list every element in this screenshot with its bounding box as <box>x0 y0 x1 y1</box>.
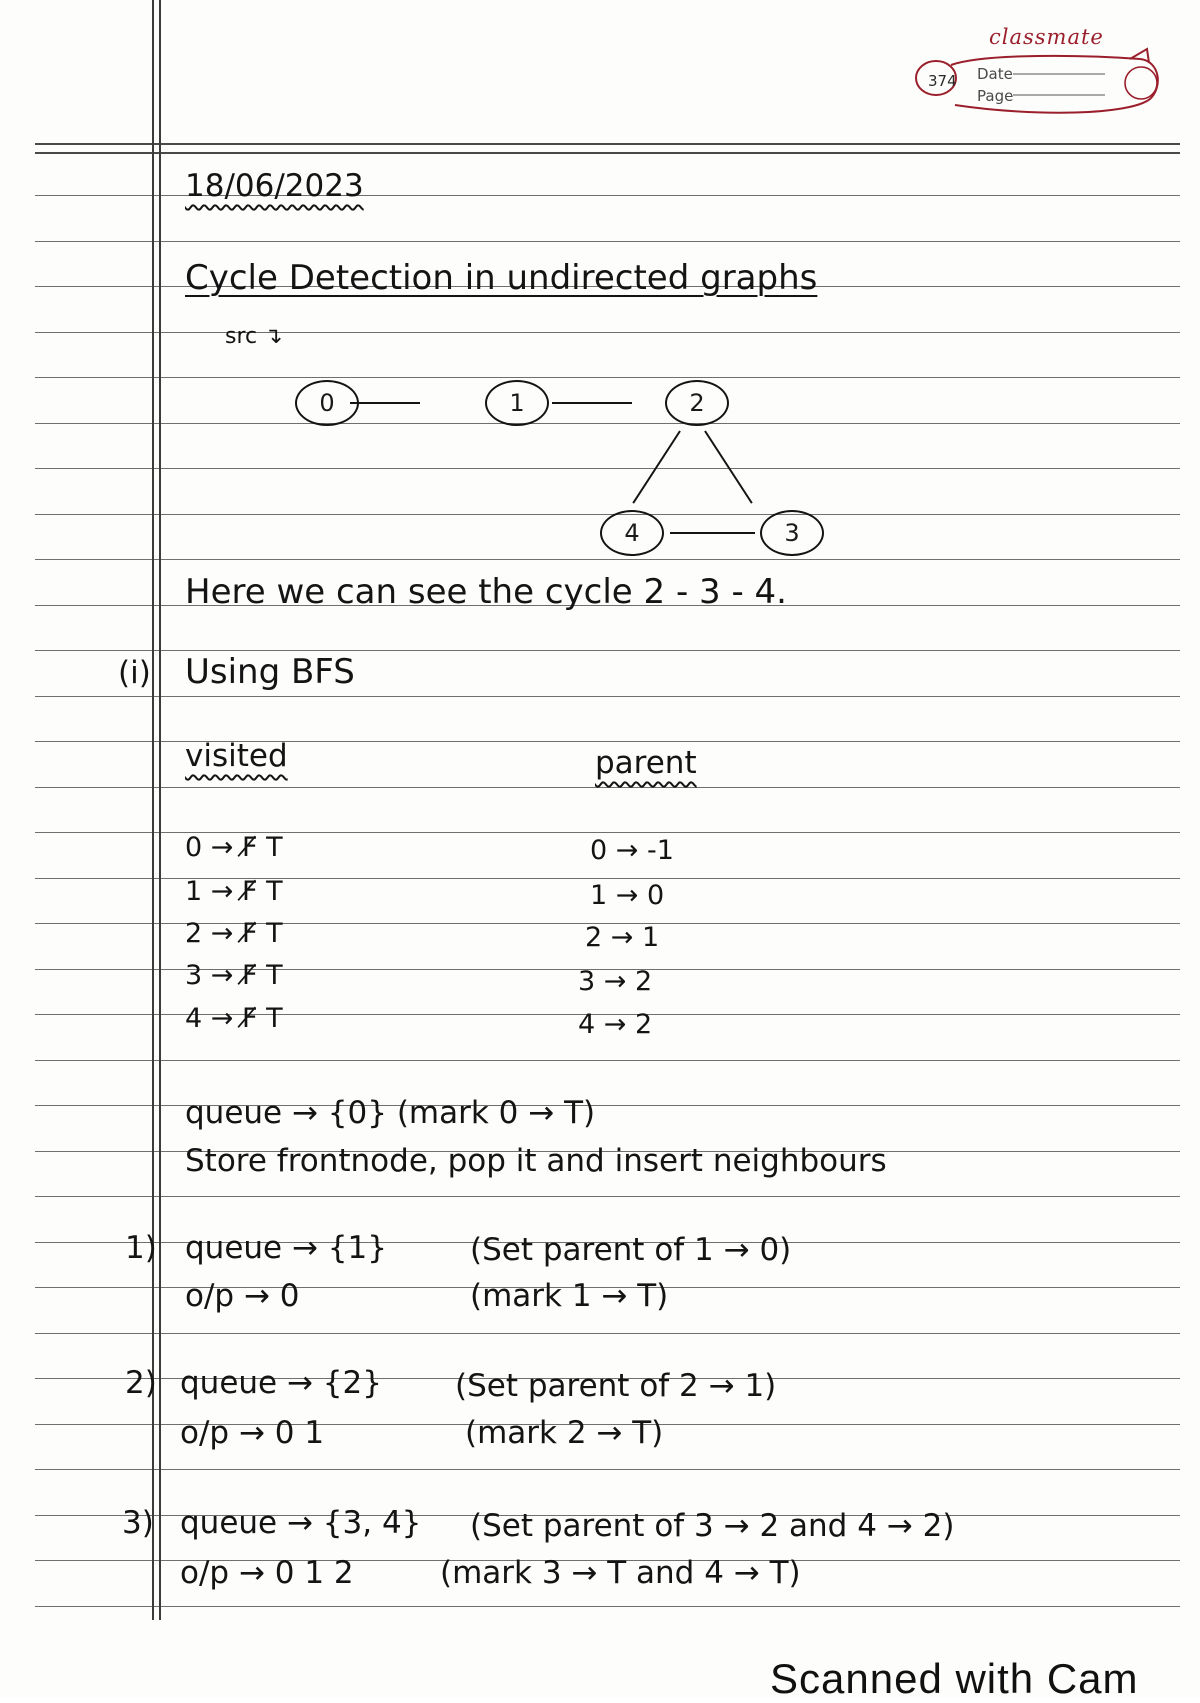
notebook-brand-stamp <box>915 25 1165 125</box>
brand-name: classmate <box>989 25 1104 49</box>
graph-node: 1 <box>485 380 549 426</box>
graph-node: 4 <box>600 510 664 556</box>
visited-row: 1 → F̸ T <box>185 876 283 907</box>
parent-row: 1 → 0 <box>590 880 665 911</box>
ruled-line <box>35 787 1180 788</box>
step-output-note: (mark 1 → T) <box>470 1278 669 1314</box>
visited-row: 0 → F̸ T <box>185 832 283 863</box>
graph-node: 2 <box>665 380 729 426</box>
step-queue: queue → {3, 4} <box>180 1505 422 1541</box>
ruled-line <box>35 152 1180 154</box>
cycle-note: Here we can see the cycle 2 - 3 - 4. <box>185 572 787 612</box>
margin-line <box>159 0 161 1620</box>
step-queue-note: (Set parent of 3 → 2 and 4 → 2) <box>470 1508 955 1544</box>
queue-init: queue → {0} (mark 0 → T) <box>185 1095 596 1131</box>
edge-2-4 <box>632 430 681 503</box>
source-label: src ↴ <box>225 324 283 349</box>
graph-node: 3 <box>760 510 824 556</box>
edge-2-3 <box>704 430 753 503</box>
parent-row: 4 → 2 <box>578 1009 653 1040</box>
step-number: 2) <box>125 1365 157 1401</box>
ruled-line <box>35 143 1180 145</box>
ruled-line <box>35 650 1180 651</box>
ruled-line <box>35 241 1180 242</box>
edge-0-1 <box>350 402 420 404</box>
page-number: 374 <box>928 72 957 90</box>
parent-row: 0 → -1 <box>590 835 674 866</box>
step-output: o/p → 0 1 2 <box>180 1555 354 1591</box>
scanner-watermark: Scanned with Cam <box>770 1655 1139 1702</box>
visited-row: 2 → F̸ T <box>185 918 283 949</box>
ruled-line <box>35 1196 1180 1197</box>
step-queue-note: (Set parent of 1 → 0) <box>470 1232 792 1268</box>
step-output-note: (mark 2 → T) <box>465 1415 664 1451</box>
visited-heading: visited <box>185 738 288 774</box>
parent-row: 3 → 2 <box>578 966 653 997</box>
method-marker: (i) <box>118 655 151 691</box>
graph-node: 0 <box>295 380 359 426</box>
ruled-line <box>35 696 1180 697</box>
step-queue-note: (Set parent of 2 → 1) <box>455 1368 777 1404</box>
date-label: Date <box>977 65 1013 83</box>
visited-row: 4 → F̸ T <box>185 1003 283 1034</box>
step-output: o/p → 0 <box>185 1278 300 1314</box>
step-output: o/p → 0 1 <box>180 1415 325 1451</box>
parent-heading: parent <box>595 745 697 781</box>
page-label: Page <box>977 87 1014 105</box>
step-output-note: (mark 3 → T and 4 → T) <box>440 1555 801 1591</box>
parent-row: 2 → 1 <box>585 922 660 953</box>
ruled-line <box>35 1333 1180 1334</box>
step-number: 3) <box>122 1505 154 1541</box>
step-number: 1) <box>125 1230 157 1266</box>
entry-date: 18/06/2023 <box>185 168 364 204</box>
page-title: Cycle Detection in undirected graphs <box>185 258 818 298</box>
ruled-line <box>35 1060 1180 1061</box>
ruled-line <box>35 1469 1180 1470</box>
edge-4-3 <box>670 532 755 534</box>
step-queue: queue → {1} <box>185 1230 387 1266</box>
edge-1-2 <box>552 402 632 404</box>
visited-row: 3 → F̸ T <box>185 960 283 991</box>
store-note: Store frontnode, pop it and insert neighbours <box>185 1143 887 1179</box>
graph-diagram <box>200 320 880 565</box>
step-queue: queue → {2} <box>180 1365 382 1401</box>
ruled-line <box>35 1606 1180 1607</box>
method-label: Using BFS <box>185 652 355 692</box>
